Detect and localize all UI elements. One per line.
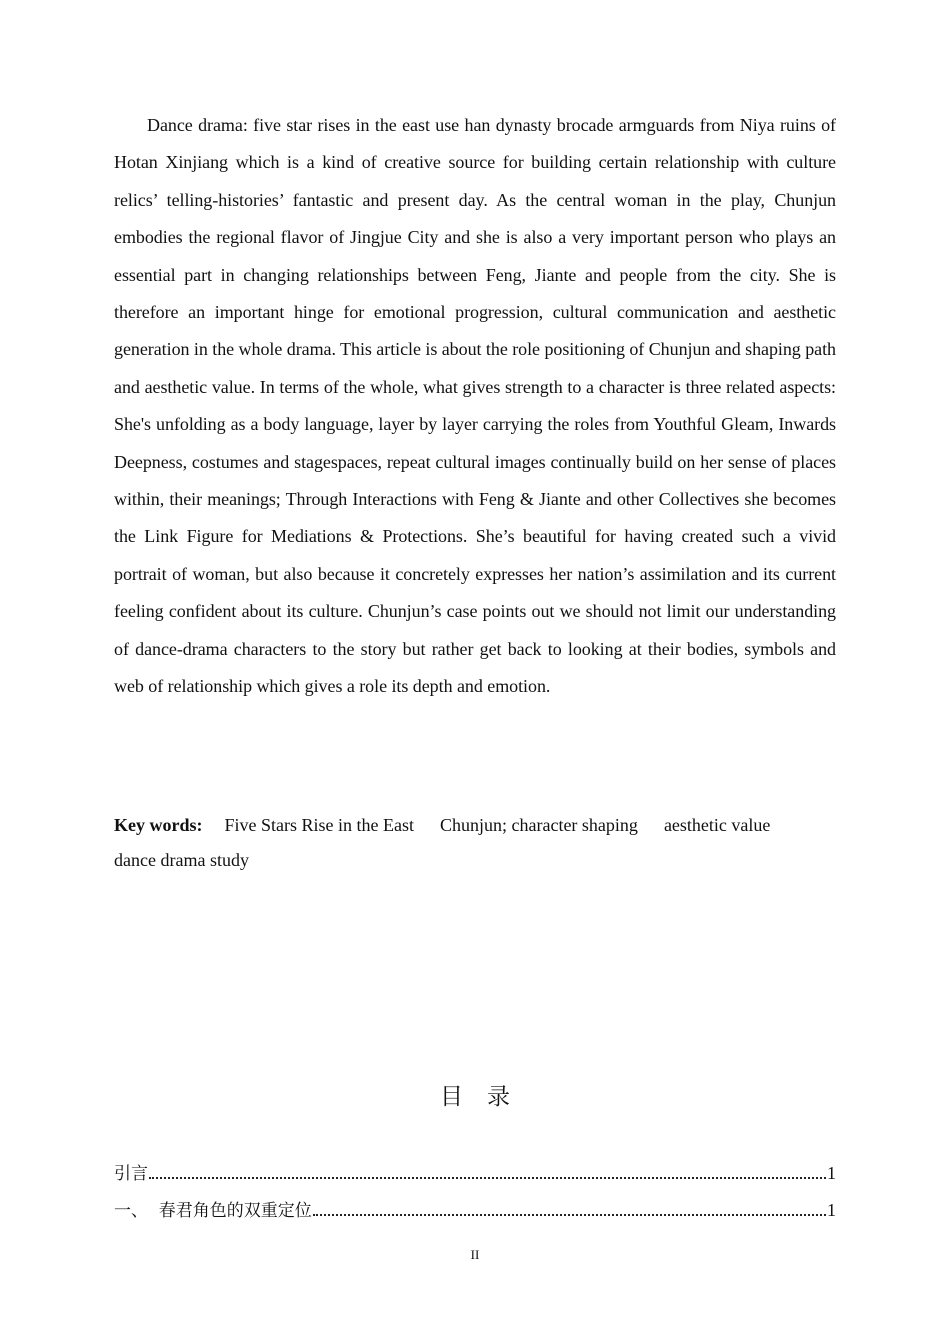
keywords-line [114,808,836,878]
toc-entry-page: 1 [827,1200,836,1220]
toc-entry-label: 引言 [114,1164,148,1184]
toc-entry[interactable] [114,1195,836,1221]
page-number: II [470,1247,480,1262]
toc-entry-page: 1 [827,1163,836,1183]
toc-entry-label: 一、 春君角色的双重定位 [114,1201,312,1221]
toc-title: 目录 [440,1084,534,1110]
toc-leader-dots [149,1176,826,1179]
toc-leader-dots [313,1213,826,1216]
keywords-label: Key words: [114,815,203,835]
abstract-paragraph: Dance drama: five star rises in the east use han dynasty brocade armguards from Niya ruins of Hotan Xinjiang which is a kind of creative source for building certain relationship with culture relics’ telling-histories’ fantastic and present day. As the central woman in the play, Chunjun embodies the regional flavor of Jingjue City and she is also a very important person who plays an essential part in changing relationships between Feng, Jiante and people from the city. She is therefore an important hinge for emotional progression, cultural communication and aesthetic generation in the whole drama. This article is about the role positioning of Chunjun and shaping path and aesthetic value. In terms of the whole, what gives strength to a character is three related aspects: She's unfolding as a body language, layer by layer carrying the roles from Youthful Gleam, Inwards Deepness, costumes and stagespaces, repeat cultural images continually build on her sense of places within, their meanings; Through Interactions with Feng & Jiante and other Collectives she becomes the Link Figure for Mediations & Protections. She’s beautiful for having created such a vivid portrait of woman, but also because it concretely expresses her nation’s assimilation and its current feeling confident about its culture. Chunjun’s case points out we should not limit our understanding of dance-drama characters to the story but rather get back to looking at their bodies, symbols and web of relationship which gives a role its depth and emotion. [114,115,836,697]
keyword-item: Five Stars Rise in the East [224,815,414,835]
keyword-item: dance drama study [114,850,249,870]
toc-entry[interactable] [114,1158,836,1184]
keyword-item: Chunjun; character shaping [439,815,638,835]
keyword-item: aesthetic value [663,815,771,835]
